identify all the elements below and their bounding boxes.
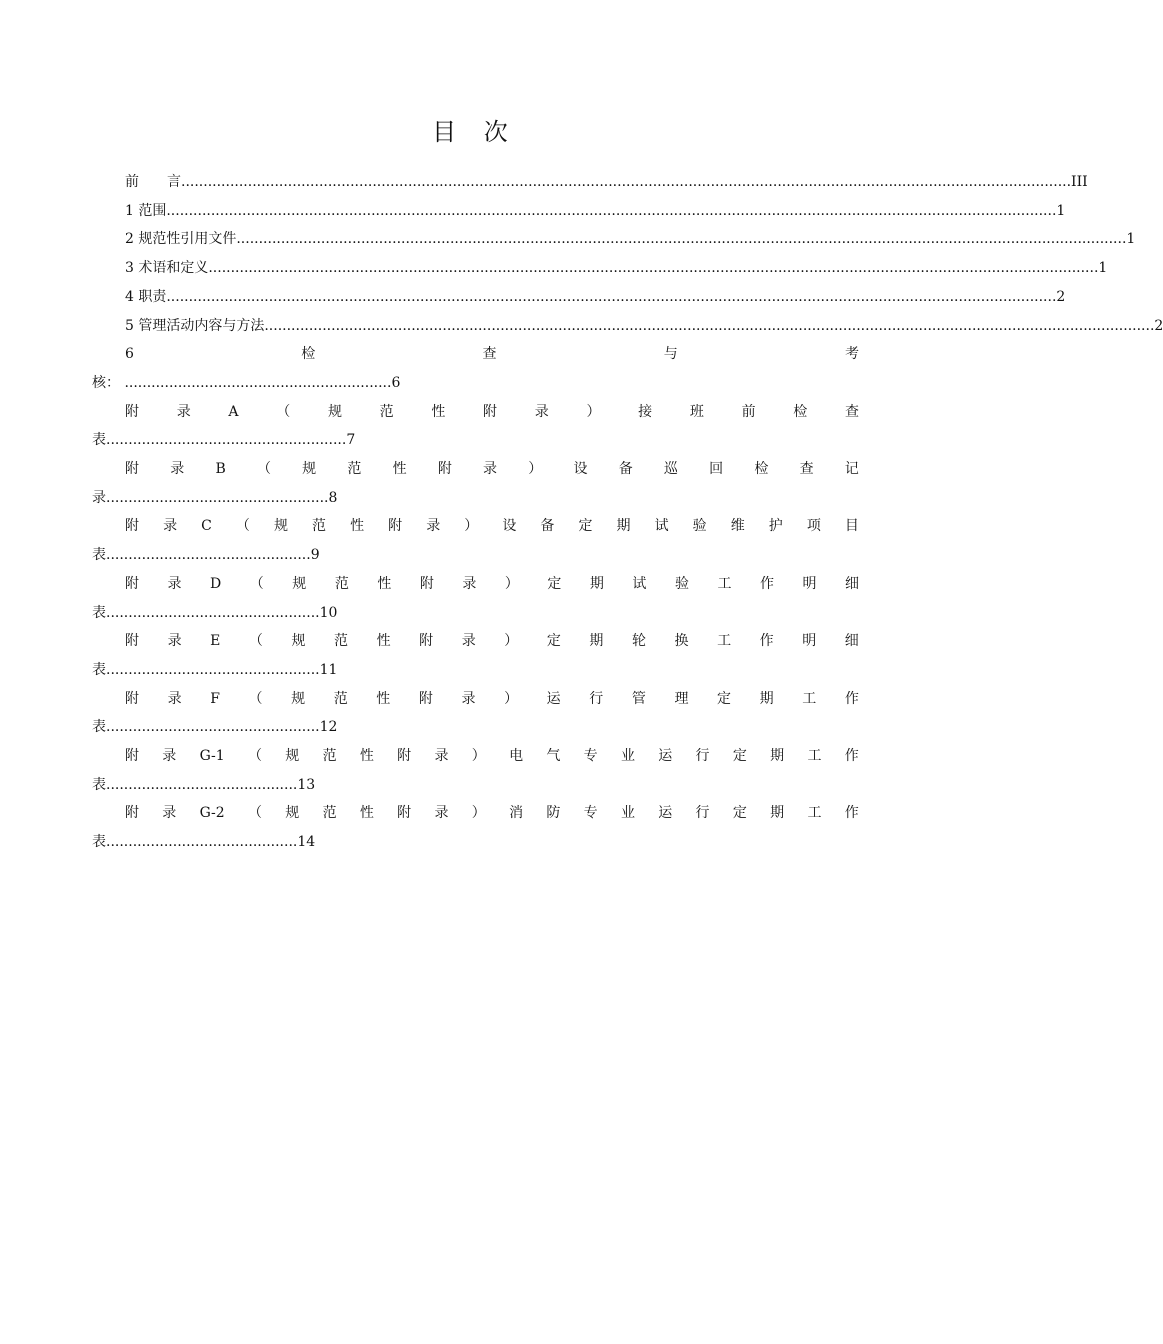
toc-entry-label-part: 录 [461,690,476,707]
toc-entry-label-part: 电 [509,748,524,764]
toc-entry-label-part: 验 [692,518,707,535]
toc-entry-label-part: 专 [583,805,598,822]
toc-entry-label-part: 附 [125,633,139,650]
toc-entry-label-part: 期 [589,575,604,592]
toc-entry-label-part: 作 [844,690,859,707]
toc-entry-label-part: 接 [638,403,653,420]
toc-entry-page: 1 [1126,231,1136,248]
toc-entry-label-part: E [210,633,221,650]
toc-entry-label-tail: 表 [92,432,106,449]
toc-entry-label-part: 定 [732,748,747,764]
toc-entry-label-part: 附 [437,461,452,477]
toc-entry-label-part: 范 [379,403,394,420]
toc-entry-label-part: 录 [167,633,182,650]
toc-entry-label-part: 定 [546,633,561,650]
toc-entry-label-part: 范 [322,748,337,764]
toc-entry-label-part: 规 [291,690,306,707]
toc-entry-page: 1 [1098,260,1108,277]
toc-entry-label: 4 职责 [125,288,167,305]
toc-entry[interactable] [125,455,859,483]
toc-entry-label-part: 录 [162,805,177,822]
dot-leader: ...................................................... [106,432,347,449]
toc-entry-label-part: 设 [573,461,588,477]
toc-entry-label-part: 运 [658,805,673,822]
toc-entry-label-part: 规 [302,461,317,477]
toc-entry-label-part: 录 [163,518,178,535]
toc-entry-continuation [92,426,355,454]
toc-entry-page: 11 [319,661,338,678]
toc-entry-label-part: 性 [359,805,374,822]
toc-entry-label-part: 期 [616,518,631,535]
dot-leader: ........................................................................................................................................................................................................ [264,317,1155,334]
toc-entry[interactable] [125,283,1066,311]
toc-entry-label-part: 录 [167,575,182,592]
toc-entry-label-part: 作 [844,805,859,822]
toc-entry-label-part: 规 [291,633,306,650]
toc-entry-label-part: 期 [770,748,785,764]
toc-entry-label-part: ） [464,518,479,535]
toc-entry-label-part: 气 [546,748,561,764]
toc-entry-label-part: 工 [717,575,732,592]
dot-leader: ........................................... [106,834,298,851]
toc-entry-label-tail: 表 [92,661,106,678]
toc-entry-continuation [92,656,337,684]
toc-entry-label-part: 备 [540,518,555,535]
toc-entry-label-part: 录 [426,518,441,535]
toc-entry-page: 9 [310,547,320,564]
toc-entry[interactable] [125,685,859,713]
toc-entry-label-part: ） [586,403,601,420]
toc-entry-page: 2 [1154,317,1163,334]
toc-entry-page: 12 [319,719,338,736]
toc-entry-label-part: 期 [759,690,774,707]
toc-entry-label-part: 录 [483,461,498,477]
toc-entry-label-part: 附 [125,748,139,764]
dot-leader: ........................................................................................................................................................................................................ [166,288,1057,305]
toc-entry-label-part: 附 [125,403,139,420]
toc-entry-label-part: 目 [844,518,859,535]
toc-entry-label-part: 录 [170,461,185,477]
toc-entry-label-part: 轮 [631,633,646,650]
toc-entry-label-part: 范 [334,575,349,592]
toc-entry-label: 5 管理活动内容与方法 [125,317,265,334]
toc-entry-label-part: 明 [802,575,817,592]
toc-entry-label-part: 行 [695,805,710,822]
toc-entry-continuation [92,484,337,512]
toc-entry-label-part: 附 [125,575,139,592]
toc-entry-label-part: 范 [312,518,327,535]
toc-entry-label-part: 检 [301,346,316,363]
toc-entry[interactable] [125,312,1163,340]
toc-entry-page: 10 [319,604,338,621]
toc-entry-continuation [92,599,337,627]
toc-entry-label-part: 班 [689,403,704,420]
toc-entry-label-part: 录 [534,403,549,420]
toc-entry-label-part: 期 [589,633,604,650]
toc-entry-label-part: 性 [376,633,391,650]
toc-entry-label-part: 设 [502,518,517,535]
toc-entry-label-part: 性 [377,575,392,592]
toc-entry-label-part: 备 [618,461,633,477]
toc-entry-label-part: 检 [793,403,808,420]
toc-entry-label-part: 与 [663,346,678,363]
toc-entry[interactable] [125,512,859,540]
toc-entry-label-part: （ [256,461,271,477]
toc-entry-label-part: 试 [654,518,669,535]
toc-entry-label-part: 查 [844,403,859,420]
toc-entry-label-part: 工 [802,690,817,707]
toc-entry-label-part: 定 [547,575,562,592]
toc-entry-label-part: C [201,518,212,535]
toc-entry-label-part: 行 [589,690,604,707]
toc-entry-continuation [92,541,320,569]
toc-entry-label-part: ） [471,748,486,764]
toc-entry-page: 2 [1056,288,1066,305]
toc-entry[interactable] [125,742,859,770]
toc-entry[interactable] [125,398,859,426]
toc-entry-label-part: 录 [434,805,449,822]
toc-entry-label-part: 录 [162,748,177,764]
toc-entry[interactable] [125,340,859,368]
toc-entry-label-part: 业 [620,805,635,822]
toc-entry-label-part: 前 [741,403,756,420]
toc-entry[interactable] [125,254,1108,282]
toc-entry-label: 前 言 [125,174,181,190]
toc-entry-label-tail: 表 [92,719,106,736]
toc-entry-label-tail: 表 [92,834,106,851]
toc-entry-label-part: 附 [397,748,412,764]
toc-entry-label-part: 验 [674,575,689,592]
toc-entry-label-part: 附 [483,403,498,420]
toc-entry[interactable] [125,225,1136,253]
toc-entry-label-part: 附 [125,461,139,477]
toc-entry-label-part: 录 [462,575,477,592]
toc-entry-label-tail: 表 [92,776,106,793]
toc-entry-label-part: 运 [546,690,561,707]
toc-entry-page: 13 [297,776,316,793]
toc-entry-label-part: ） [504,575,519,592]
toc-entry-page: 6 [391,374,401,391]
toc-entry-label-tail: 录 [92,489,106,506]
dot-leader: ........................................................................................................................................................................................................ [166,202,1057,219]
toc-entry[interactable] [125,799,859,827]
toc-entry-label: 3 术语和定义 [125,260,209,277]
toc-entry-label-part: 理 [674,690,689,707]
toc-entry-label-part: 录 [167,690,182,707]
toc-entry[interactable] [125,570,859,598]
toc-entry-page: III [1071,174,1088,190]
toc-entry-label-part: 考 [844,346,859,363]
toc-entry-label-part: D [210,575,222,592]
toc-entry-label-part: 行 [695,748,710,764]
dot-leader: .............................................. [106,547,311,564]
toc-entry-label-part: 细 [845,575,859,592]
dot-leader: ........................................................................................................................................................................................................ [181,174,1072,190]
toc-entry-label-tail: 核： [92,374,120,391]
toc-entry-label-part: G-2 [199,805,225,822]
toc-entry-label-part: 工 [807,805,822,822]
toc-entry-label-part: 范 [347,461,362,477]
toc-entry-label-part: 规 [327,403,342,420]
toc-entry-label-part: 录 [461,633,476,650]
toc-entry-label-tail: 表 [92,547,106,564]
toc-entry-page: 7 [346,432,356,449]
toc-entry-continuation [92,369,400,397]
toc-entry-label-part: （ [249,575,264,592]
toc-entry-label-part: 附 [388,518,403,535]
toc-entry-label-part: （ [247,748,262,764]
toc-entry-continuation [92,771,315,799]
toc-entry-label-part: 性 [392,461,407,477]
toc-entry-label-part: F [210,690,220,707]
dot-leader: .................................................. [106,489,329,506]
toc-entry-label-part: 范 [334,633,349,650]
toc-entry-label-tail: 表 [92,604,106,621]
toc-entry-label-part: 运 [658,748,673,764]
dot-leader: ........................................... [106,776,298,793]
toc-entry-label-part: 定 [717,690,732,707]
dot-leader: ........................................................................................................................................................................................................ [208,260,1099,277]
toc-entry-label-part: 规 [273,518,288,535]
toc-entry-label-part: 查 [482,346,497,363]
toc-entry-label-part: 检 [754,461,769,477]
toc-entry-label: 2 规范性引用文件 [125,231,237,248]
toc-entry-label-part: ） [528,461,543,477]
toc-entry-label-part: 性 [359,748,374,764]
toc-entry-label-part: 范 [333,690,348,707]
toc-entry-label-part: 作 [759,575,774,592]
toc-entry-label-part: 试 [632,575,647,592]
toc-entry-label-part: 定 [732,805,747,822]
toc-entry-label-part: 专 [583,748,598,764]
toc-entry-label-part: 附 [419,633,434,650]
dot-leader: ................................................ [106,661,320,678]
toc-entry-label-part: 查 [799,461,814,477]
toc-entry-label-part: 项 [806,518,821,535]
toc-entry-label-part: ） [471,805,486,822]
toc-entry-label-part: （ [276,403,291,420]
toc-entry-label-part: ） [504,690,519,707]
toc-entry[interactable] [125,168,1088,196]
toc-entry-label-part: 附 [419,575,434,592]
dot-leader: ............................................................ [120,374,392,391]
toc-entry-label-part: 换 [674,633,689,650]
toc-entry-label-part: 作 [759,633,774,650]
toc-entry-label-part: 录 [176,403,191,420]
toc-entry-label-part: G-1 [199,748,225,764]
toc-entry-continuation [92,828,315,856]
toc-entry-label-part: 期 [770,805,785,822]
toc-entry-label-part: 业 [620,748,635,764]
toc-entry-label-part: B [215,461,226,477]
toc-entry-page: 14 [297,834,316,851]
toc-entry-label-part: 工 [717,633,732,650]
dot-leader: ................................................ [106,719,320,736]
toc-entry-label-part: 规 [285,748,300,764]
toc-entry-label-part: 规 [292,575,307,592]
toc-entry-label-part: ） [504,633,519,650]
toc-entry-label-part: 附 [418,690,433,707]
page-title: 目 次 [432,118,518,146]
toc-entry-label-part: 定 [578,518,593,535]
toc-entry-label-part: 附 [125,690,139,707]
toc-entry-label-part: 规 [285,805,300,822]
toc-entry-label-part: 性 [431,403,446,420]
toc-entry-label-part: （ [247,805,262,822]
toc-entry-label-part: 附 [397,805,412,822]
toc-entry-label-part: （ [235,518,250,535]
dot-leader: ........................................................................................................................................................................................................ [236,231,1127,248]
toc-entry-label-part: 明 [802,633,817,650]
toc-entry-page: 8 [328,489,338,506]
toc-entry-label-part: 范 [322,805,337,822]
toc-entry-label-part: 6 [125,346,134,363]
toc-entry[interactable] [125,627,859,655]
toc-entry-label-part: 附 [125,518,139,535]
toc-entry-label-part: 细 [844,633,859,650]
toc-entry[interactable] [125,197,1066,225]
toc-entry-label-part: 性 [376,690,391,707]
toc-entry-label-part: A [228,403,239,420]
toc-entry-label-part: 工 [807,748,822,764]
toc-entry-label-part: 作 [844,748,859,764]
toc-entry-continuation [92,713,337,741]
toc-entry-label-part: 护 [768,518,783,535]
toc-entry-label-part: 录 [434,748,449,764]
dot-leader: ................................................ [106,604,320,621]
toc-entry-label-part: 消 [509,805,524,822]
toc-entry-label-part: 回 [709,461,724,477]
toc-entry-page: 1 [1056,202,1066,219]
toc-entry-label-part: （ [248,633,263,650]
toc-entry-label-part: 记 [844,461,859,477]
toc-entry-label-part: 附 [125,805,139,822]
toc-entry-label-part: 巡 [663,461,678,477]
toc-entry-label-part: 性 [350,518,365,535]
toc-entry-label-part: 防 [546,805,561,822]
toc-entry-label: 1 范围 [125,202,167,219]
toc-entry-label-part: 管 [631,690,646,707]
toc-entry-label-part: 维 [730,518,745,535]
toc-entry-label-part: （ [248,690,263,707]
